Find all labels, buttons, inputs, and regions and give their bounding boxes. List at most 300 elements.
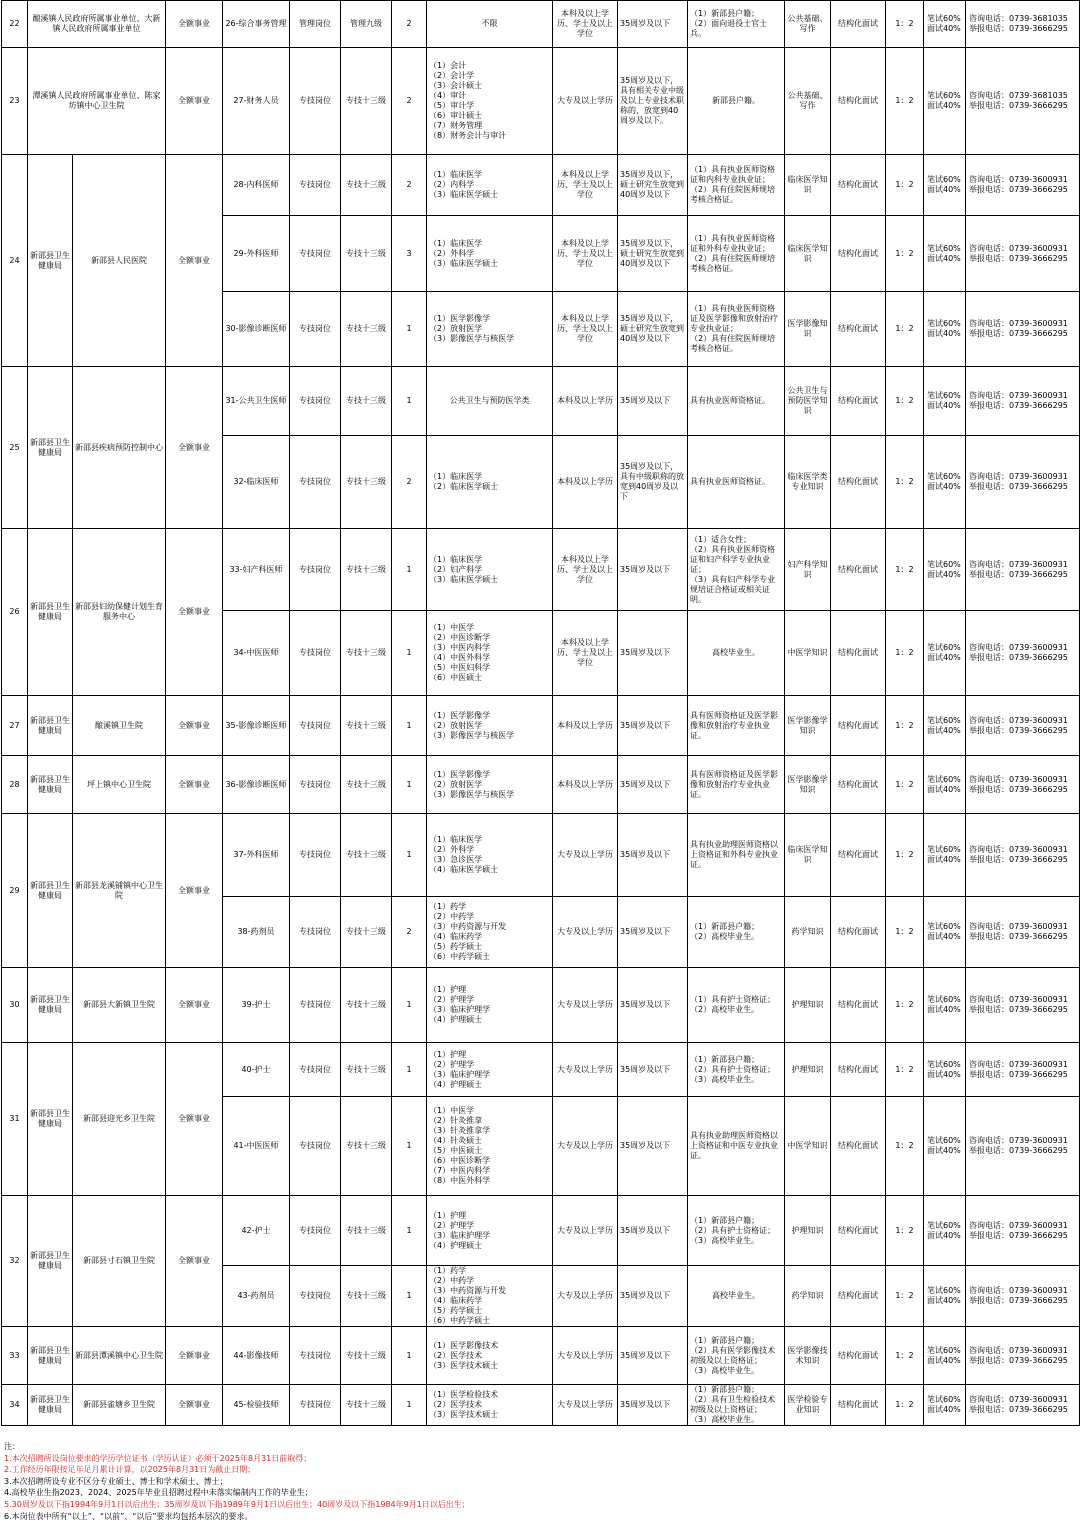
unit-nature: 全额事业 [166, 696, 223, 756]
major-item: （2）护理学 [429, 1059, 475, 1069]
unit-nature: 全额事业 [166, 367, 223, 529]
post-code: 36-影像诊断医师 [223, 756, 290, 814]
written-weight: 笔试60% [927, 319, 961, 328]
contact-cell [966, 814, 1080, 897]
post-code: 38-药剂员 [223, 897, 290, 968]
major-item: （1）医学影像学 [429, 769, 491, 779]
interview-weight: 面试40% [927, 725, 961, 735]
post-type: 专技岗位 [290, 367, 341, 436]
major-item: （1）临床医学 [429, 238, 483, 248]
post-code: 45-检验技师 [223, 1385, 290, 1426]
condition-line: 具有医师资格证及医学影像和放射治疗专业执业证。 [690, 769, 778, 799]
major-cell [427, 1043, 553, 1097]
note-item: 5.30周岁及以下指1994年9月1日以后出生；35周岁及以下指1989年9月1日以后出生；40周岁及以下指1984年9月1日以后出生； [4, 1499, 470, 1509]
interview-weight: 面试40% [927, 482, 961, 491]
condition-line: 具有医师资格证及医学影像和放射治疗专业执业证。 [690, 710, 778, 740]
exam-content: 护理知识 [785, 1196, 831, 1266]
contact-cell [966, 1266, 1080, 1327]
row-number: 32 [2, 1196, 28, 1327]
age-requirement: 35周岁及以下 [618, 756, 688, 814]
post-code: 32-临床医师 [223, 436, 290, 529]
major-item: （5）药学硕士 [429, 1306, 483, 1315]
written-weight: 笔试60% [927, 1220, 961, 1230]
major-item: （5）药学硕士 [429, 942, 483, 951]
other-conditions [688, 1196, 785, 1266]
consult-phone: 咨询电话：0739-3600931 [969, 319, 1068, 328]
unit-nature: 全额事业 [166, 1, 223, 48]
consult-phone: 咨询电话：0739-3600931 [969, 1395, 1068, 1404]
contact-cell [966, 1, 1080, 48]
report-phone: 举报电话：0739-3666295 [969, 329, 1068, 338]
major-item: （1）护理 [429, 985, 467, 994]
major-item: （2）医学技术 [429, 1350, 483, 1360]
post-type: 专技岗位 [290, 814, 341, 897]
interview-ratio: 1：2 [886, 1196, 924, 1266]
report-phone: 举报电话：0739-3666295 [969, 1405, 1068, 1414]
major-item: （2）放射医学 [429, 779, 483, 789]
exam-content: 临床医学类专业知识 [785, 436, 831, 529]
interview-ratio: 1：2 [886, 756, 924, 814]
hiring-number: 1 [392, 756, 427, 814]
hiring-number: 1 [392, 1043, 427, 1097]
major-item: （4）护理硕士 [429, 1079, 483, 1089]
major-item: （3）临床医学硕士 [429, 190, 499, 199]
post-level: 专技十三级 [341, 1385, 392, 1426]
condition-line: （2）具有住院医师规培考核合格证。 [690, 334, 776, 353]
post-level: 专技十三级 [341, 611, 392, 696]
post-level: 专技十三级 [341, 897, 392, 968]
contact-cell [966, 1097, 1080, 1196]
condition-line: （3）高校毕业生。 [690, 1074, 760, 1084]
exam-content: 妇产科学知识 [785, 529, 831, 611]
other-conditions [688, 48, 785, 155]
report-phone: 举报电话：0739-3666295 [969, 401, 1068, 410]
major-item: 不限 [481, 19, 498, 28]
report-phone: 举报电话：0739-3666295 [969, 1005, 1068, 1014]
score-weights [924, 1043, 966, 1097]
contact-cell [966, 968, 1080, 1043]
written-weight: 笔试60% [927, 175, 961, 184]
department: 新邵县卫生健康局 [28, 696, 73, 756]
other-conditions [688, 1, 785, 48]
education: 大专及以上学历 [553, 48, 618, 155]
exam-content: 医学影像技术知识 [785, 1327, 831, 1385]
post-level: 专技十三级 [341, 968, 392, 1043]
contact-cell [966, 1385, 1080, 1426]
interview-weight: 面试40% [927, 401, 961, 410]
consult-phone: 咨询电话：0739-3600931 [969, 774, 1068, 784]
consult-phone: 咨询电话：0739-3600931 [969, 391, 1068, 400]
condition-line: （2）具有卫生检验技术初级及以上资格证； [690, 1395, 776, 1414]
row-number: 25 [2, 367, 28, 529]
interview-ratio: 1：2 [886, 367, 924, 436]
report-phone: 举报电话：0739-3666295 [969, 1146, 1068, 1155]
exam-content: 临床医学知识 [785, 814, 831, 897]
condition-line: （3）高校毕业生。 [690, 1365, 760, 1375]
interview-type: 结构化面试 [831, 216, 886, 292]
table-row [2, 367, 1080, 436]
contact-cell [966, 48, 1080, 155]
major-item: （1）中医学 [429, 1106, 475, 1115]
interview-type: 结构化面试 [831, 436, 886, 529]
contact-cell [966, 1043, 1080, 1097]
recruiting-unit: 新邵县大新镇卫生院 [73, 968, 166, 1043]
post-level: 专技十三级 [341, 367, 392, 436]
major-cell [427, 1196, 553, 1266]
major-item: （2）妇产科学 [429, 564, 483, 574]
written-weight: 笔试60% [927, 922, 961, 931]
education: 本科及以上学历 [553, 436, 618, 529]
condition-line: （1）具有执业医师资格证和外科专业执业证； [690, 233, 776, 253]
recruiting-unit: 新邵县龙溪铺镇中心卫生院 [73, 814, 166, 968]
exam-content: 医学影像知识 [785, 292, 831, 367]
post-level: 专技十三级 [341, 756, 392, 814]
consult-phone: 咨询电话：0739-3600931 [969, 559, 1068, 569]
score-weights [924, 367, 966, 436]
hiring-number: 2 [392, 155, 427, 216]
recruiting-unit: 酿溪镇人民政府所属事业单位、大新镇人民政府所属事业单位 [28, 1, 166, 48]
exam-content: 护理知识 [785, 1043, 831, 1097]
recruiting-unit: 新邵县迎光乡卫生院 [73, 1043, 166, 1196]
major-item: （4）针灸硕士 [429, 1136, 483, 1145]
written-weight: 笔试60% [927, 472, 961, 481]
major-item: （6）中医硕士 [429, 673, 483, 682]
post-level: 专技十三级 [341, 1196, 392, 1266]
interview-type: 结构化面试 [831, 1, 886, 48]
post-level: 专技十三级 [341, 1327, 392, 1385]
note-item: 4.高校毕业生指2023、2024、2025年毕业且招聘过程中未落实编制内工作的毕业生； [4, 1488, 313, 1498]
major-item: （7）财务管理 [429, 121, 483, 130]
major-item: （1）护理 [429, 1210, 467, 1220]
condition-line: 高校毕业生。 [712, 648, 760, 657]
unit-nature: 全额事业 [166, 1327, 223, 1385]
interview-ratio: 1：2 [886, 529, 924, 611]
score-weights [924, 436, 966, 529]
exam-content: 公共卫生与预防医学知识 [785, 367, 831, 436]
report-phone: 举报电话：0739-3666295 [969, 185, 1068, 194]
post-level: 专技十三级 [341, 155, 392, 216]
score-weights [924, 1097, 966, 1196]
interview-ratio: 1：2 [886, 436, 924, 529]
interview-weight: 面试40% [927, 1230, 961, 1240]
age-requirement: 35周岁及以下 [618, 814, 688, 897]
written-weight: 笔试60% [927, 243, 961, 253]
major-item: （3）医学技术硕士 [429, 1360, 499, 1370]
unit-nature: 全额事业 [166, 48, 223, 155]
condition-line: （1）具有执业医师资格证和内科专业执业证； [690, 165, 776, 184]
age-requirement: 35周岁及以下 [618, 1327, 688, 1385]
exam-content: 临床医学知识 [785, 155, 831, 216]
post-type: 专技岗位 [290, 216, 341, 292]
major-item: （3）中药资源与开发 [429, 922, 507, 931]
major-item: （2）放射医学 [429, 324, 483, 333]
interview-weight: 面试40% [927, 253, 961, 263]
table-row [2, 756, 1080, 814]
score-weights [924, 155, 966, 216]
condition-line: （2）具有住院医师规培考核合格证。 [690, 185, 776, 204]
condition-line: （1）新邵县户籍； [690, 1054, 760, 1064]
written-weight: 笔试60% [927, 643, 961, 652]
major-item: （2）外科学 [429, 248, 475, 258]
table-row [2, 696, 1080, 756]
major-item: （5）审计学 [429, 101, 475, 110]
contact-cell [966, 696, 1080, 756]
row-number: 27 [2, 696, 28, 756]
age-requirement: 35周岁及以下 [618, 696, 688, 756]
education: 大专及以上学历 [553, 897, 618, 968]
unit-nature: 全额事业 [166, 1043, 223, 1196]
condition-line: 具有执业助理医师资格以上资格证和中医专业执业证。 [690, 1131, 778, 1160]
post-type: 专技岗位 [290, 1385, 341, 1426]
contact-cell [966, 155, 1080, 216]
major-cell [427, 968, 553, 1043]
interview-weight: 面试40% [927, 329, 961, 338]
major-item: （1）药学 [429, 1266, 467, 1275]
interview-ratio: 1：2 [886, 897, 924, 968]
contact-cell [966, 436, 1080, 529]
contact-cell [966, 1327, 1080, 1385]
post-type: 专技岗位 [290, 611, 341, 696]
department: 新邵县卫生健康局 [28, 1327, 73, 1385]
major-item: （6）中药学硕士 [429, 1316, 491, 1325]
post-code: 29-外科医师 [223, 216, 290, 292]
major-item: （4）护理硕士 [429, 1240, 483, 1250]
consult-phone: 咨询电话：0739-3600931 [969, 715, 1068, 725]
score-weights [924, 1, 966, 48]
age-requirement: 35周岁及以下，硕士研究生放宽到40周岁及以下 [618, 292, 688, 367]
major-item: （2）放射医学 [429, 720, 483, 730]
post-type: 专技岗位 [290, 897, 341, 968]
education: 本科及以上学历、学士及以上学位 [553, 292, 618, 367]
contact-cell [966, 529, 1080, 611]
age-requirement: 35周岁及以下 [618, 1266, 688, 1327]
post-code: 42-护士 [223, 1196, 290, 1266]
education: 大专及以上学历 [553, 1385, 618, 1426]
age-requirement: 35周岁及以下 [618, 1043, 688, 1097]
score-weights [924, 897, 966, 968]
interview-ratio: 1：2 [886, 968, 924, 1043]
education: 本科及以上学历、学士及以上学位 [553, 529, 618, 611]
department: 新邵县卫生健康局 [28, 968, 73, 1043]
post-code: 41-中医医师 [223, 1097, 290, 1196]
recruiting-unit: 坪上镇中心卫生院 [73, 756, 166, 814]
hiring-number: 1 [392, 367, 427, 436]
major-item: （6）审计硕士 [429, 111, 483, 120]
report-phone: 举报电话：0739-3666295 [969, 1296, 1068, 1305]
hiring-number: 1 [392, 529, 427, 611]
hiring-number: 1 [392, 1196, 427, 1266]
post-type: 专技岗位 [290, 968, 341, 1043]
age-requirement: 35周岁及以下，具有中级职称的放宽到40周岁及以下 [618, 436, 688, 529]
age-requirement: 35周岁及以下 [618, 1196, 688, 1266]
condition-line: （2）高校毕业生。 [690, 1005, 760, 1014]
post-level: 专技十三级 [341, 1043, 392, 1097]
hiring-number: 1 [392, 1385, 427, 1426]
recruitment-table [1, 0, 1080, 1426]
report-phone: 举报电话：0739-3666295 [969, 253, 1068, 263]
other-conditions [688, 529, 785, 611]
table-row [2, 1385, 1080, 1426]
consult-phone: 咨询电话：0739-3600931 [969, 175, 1068, 184]
hiring-number: 1 [392, 1266, 427, 1327]
post-code: 30-影像诊断医师 [223, 292, 290, 367]
post-code: 28-内科医师 [223, 155, 290, 216]
major-item: （2）针灸推拿 [429, 1116, 483, 1125]
row-number: 29 [2, 814, 28, 968]
major-item: （5）中医妇科学 [429, 663, 491, 672]
report-phone: 举报电话：0739-3666295 [969, 784, 1068, 794]
condition-line: 具有执业医师资格证。 [690, 477, 770, 486]
major-cell [427, 155, 553, 216]
other-conditions [688, 1266, 785, 1327]
major-item: （4）中医外科学 [429, 653, 491, 662]
major-item: （3）影像医学与核医学 [429, 334, 515, 343]
written-weight: 笔试60% [927, 1395, 961, 1404]
major-cell [427, 1097, 553, 1196]
major-item: （2）临床医学硕士 [429, 482, 499, 491]
row-number: 24 [2, 155, 28, 367]
other-conditions [688, 814, 785, 897]
department: 新邵县卫生健康局 [28, 1385, 73, 1426]
major-item: （4）临床药学 [429, 1296, 483, 1305]
post-type: 专技岗位 [290, 48, 341, 155]
interview-type: 结构化面试 [831, 1043, 886, 1097]
recruiting-unit: 新邵县人民医院 [73, 155, 166, 367]
post-level: 专技十三级 [341, 436, 392, 529]
exam-content: 中医学知识 [785, 611, 831, 696]
table-row [2, 1196, 1080, 1266]
hiring-number: 1 [392, 292, 427, 367]
interview-type: 结构化面试 [831, 48, 886, 155]
condition-line: （3）具有妇产科学专业规培证合格证或相关证明。 [690, 574, 776, 604]
major-item: （1）中医学 [429, 623, 475, 632]
major-cell [427, 529, 553, 611]
major-cell [427, 1327, 553, 1385]
recruiting-unit: 新邵县潭溪镇中心卫生院 [73, 1327, 166, 1385]
interview-type: 结构化面试 [831, 1385, 886, 1426]
post-type: 专技岗位 [290, 1043, 341, 1097]
interview-ratio: 1：2 [886, 696, 924, 756]
department: 新邵县卫生健康局 [28, 155, 73, 367]
major-item: （6）中医诊断学 [429, 1156, 491, 1165]
recruitment-table-container [1, 0, 1080, 1521]
major-item: （3）临床医学硕士 [429, 574, 499, 584]
major-item: （2）医学技术 [429, 1400, 483, 1409]
interview-weight: 面试40% [927, 932, 961, 941]
major-item: （3）医学技术硕士 [429, 1410, 499, 1419]
post-type: 专技岗位 [290, 529, 341, 611]
post-code: 39-护士 [223, 968, 290, 1043]
interview-ratio: 1：2 [886, 155, 924, 216]
post-level: 专技十三级 [341, 292, 392, 367]
post-type: 专技岗位 [290, 155, 341, 216]
other-conditions [688, 1043, 785, 1097]
interview-ratio: 1：2 [886, 1097, 924, 1196]
age-requirement: 35周岁及以下 [618, 897, 688, 968]
age-requirement: 35周岁及以下，硕士研究生放宽到40周岁及以下 [618, 155, 688, 216]
unit-nature: 全额事业 [166, 155, 223, 367]
post-level: 专技十三级 [341, 529, 392, 611]
recruiting-unit: 潭溪镇人民政府所属事业单位、陈家坊镇中心卫生院 [28, 48, 166, 155]
hiring-number: 2 [392, 48, 427, 155]
consult-phone: 咨询电话：0739-3681035 [969, 14, 1068, 23]
major-item: （1）医学影像技术 [429, 1340, 499, 1350]
age-requirement: 35周岁及以下 [618, 529, 688, 611]
education: 本科及以上学历 [553, 696, 618, 756]
hiring-number: 1 [392, 968, 427, 1043]
hiring-number: 1 [392, 611, 427, 696]
contact-cell [966, 367, 1080, 436]
exam-content: 临床医学知识 [785, 216, 831, 292]
post-type: 专技岗位 [290, 696, 341, 756]
major-item: （1）会计 [429, 61, 467, 70]
condition-line: 具有执业助理医师资格以上资格证和外科专业执业证。 [690, 840, 778, 869]
exam-content: 公共基础、写作 [785, 1, 831, 48]
major-item: （1）临床医学 [429, 554, 483, 564]
recruiting-unit: 新邵县妇幼保健计划生育服务中心 [73, 529, 166, 696]
recruiting-unit: 新邵县疾病预防控制中心 [73, 367, 166, 529]
table-row [2, 1327, 1080, 1385]
major-item: （8）中医外科学 [429, 1176, 491, 1185]
interview-type: 结构化面试 [831, 1327, 886, 1385]
condition-line: （2）高校毕业生。 [690, 932, 760, 941]
condition-line: （1）新邵县户籍； [690, 1335, 760, 1345]
condition-line: （1）具有执业医师资格证及医学影像和放射治疗专业执业证； [690, 304, 778, 333]
table-row [2, 48, 1080, 155]
interview-type: 结构化面试 [831, 897, 886, 968]
age-requirement: 35周岁及以下 [618, 611, 688, 696]
post-type: 专技岗位 [290, 436, 341, 529]
department: 新邵县卫生健康局 [28, 529, 73, 696]
other-conditions [688, 696, 785, 756]
major-cell [427, 696, 553, 756]
post-type: 专技岗位 [290, 1327, 341, 1385]
interview-weight: 面试40% [927, 1146, 961, 1155]
interview-weight: 面试40% [927, 855, 961, 864]
condition-line: （1）新邵县户籍； [690, 922, 760, 931]
major-cell [427, 814, 553, 897]
major-cell [427, 611, 553, 696]
interview-type: 结构化面试 [831, 1196, 886, 1266]
post-level: 专技十三级 [341, 696, 392, 756]
major-cell [427, 436, 553, 529]
post-code: 27-财务人员 [223, 48, 290, 155]
other-conditions [688, 897, 785, 968]
major-item: （3）临床医学硕士 [429, 258, 499, 268]
note-item: 1.本次招聘所设岗位要求的学历学位证书（学历认证）必须于2025年8月31日前取得； [4, 1453, 312, 1463]
report-phone: 举报电话：0739-3666295 [969, 932, 1068, 941]
major-item: （3）临床护理学 [429, 1005, 491, 1014]
post-code: 31-公共卫生医师 [223, 367, 290, 436]
major-cell [427, 756, 553, 814]
major-item: （2）中药学 [429, 912, 475, 921]
major-item: （1）医学检验技术 [429, 1390, 499, 1399]
condition-line: （2）具有执业医师资格证和妇产科学专业执业证； [690, 544, 776, 574]
exam-content: 医学影像学知识 [785, 756, 831, 814]
post-type: 专技岗位 [290, 1266, 341, 1327]
major-item: （4）审计 [429, 91, 467, 100]
interview-weight: 面试40% [927, 1405, 961, 1414]
condition-line: 新邵县户籍。 [712, 96, 760, 105]
interview-type: 结构化面试 [831, 696, 886, 756]
row-number: 23 [2, 48, 28, 155]
education: 大专及以上学历 [553, 814, 618, 897]
written-weight: 笔试60% [927, 559, 961, 569]
score-weights [924, 1196, 966, 1266]
major-item: （1）临床医学 [429, 170, 483, 179]
score-weights [924, 292, 966, 367]
exam-content: 医学检验专业知识 [785, 1385, 831, 1426]
